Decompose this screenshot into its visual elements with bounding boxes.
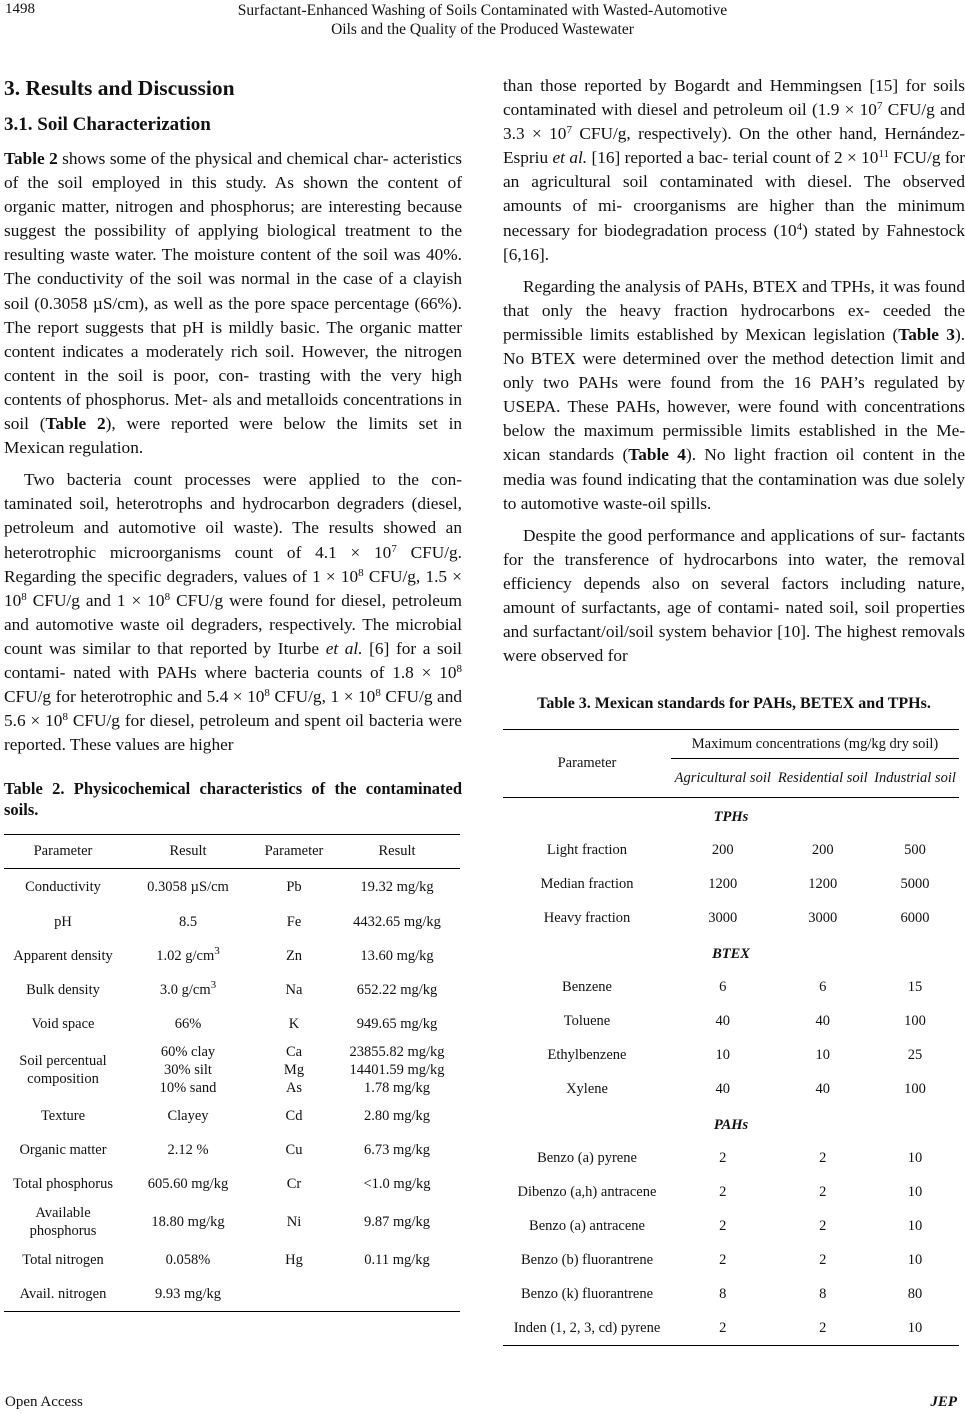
table-cell: 3000: [808, 909, 838, 926]
table-section-title: TPHs: [713, 809, 749, 826]
table-cell: Total phosphorus: [12, 1175, 114, 1192]
table-3-subheader: Agricultural soil: [671, 759, 775, 798]
table-cell: Ca Mg As: [283, 1044, 305, 1097]
table-cell: 10: [715, 1046, 730, 1063]
table-section-row: [503, 1106, 959, 1141]
table-cell: 5000: [900, 875, 930, 892]
table-cell: 2: [819, 1319, 827, 1336]
table-cell: Median fraction: [540, 875, 634, 892]
right-column: [503, 74, 965, 1346]
paragraph-bacteria-count: Two bacteria count processes were applied to the con- taminated soil, heterotrophs and hydrocarbon degraders (diesel, petroleum and automotive oil waste). The results showed an heterotrophic microorganisms count of $4.1 \times 10^7$ CFU/g. Regarding the specific degraders, values of $1 \times 10^8$ CFU/g, $1.5 \times 10^8$ CFU/g and $1 \times 10^8$ CFU/g were found for diesel, petroleum and automotive waste oil degraders, respectively. The microbial count was similar to that reported by Iturbe et al. [6] for a soil contami- nated with PAHs where bacteria counts of $1.8 \times 10^8$ CFU/g for heterotrophic and $5.4 \times 10^8$ CFU/g, $1 \times 10^8$ CFU/g and $5.6 \times 10^8$ CFU/g for diesel, petroleum and spent oil bacteria were reported. These values are higher: [4, 470, 463, 755]
table-cell: 10: [815, 1046, 831, 1063]
table-cell: 15: [907, 978, 923, 995]
table-cell: Na: [285, 981, 303, 998]
table-row: [503, 867, 959, 901]
table-row: [4, 1133, 460, 1167]
table-cell: 13.60 mg/kg: [360, 947, 434, 964]
table-cell: 2: [819, 1251, 827, 1268]
table-cell: 9.87 mg/kg: [363, 1214, 431, 1231]
ref-table-2: Table 2: [45, 414, 106, 434]
table-cell: Soil percentual composition: [19, 1053, 107, 1088]
table-row: [503, 1277, 959, 1311]
table-3-header-row: [503, 730, 959, 759]
table-cell: 0.3058 µS/cm: [147, 878, 229, 895]
table-cell: 2.12 %: [167, 1141, 209, 1158]
table-cell: 40: [715, 1012, 730, 1029]
table-cell: 23855.82 mg/kg 14401.59 mg/kg 1.78 mg/kg: [349, 1044, 445, 1097]
table-cell: Bulk density: [26, 981, 100, 998]
table-section-title: PAHs: [713, 1117, 749, 1134]
table-cell: 10: [907, 1251, 923, 1268]
et-al: et al.: [552, 148, 588, 168]
table-row: [503, 1243, 959, 1277]
table-cell: Cd: [285, 1107, 303, 1124]
table-cell: 100: [904, 1080, 926, 1097]
table-row: [503, 1311, 959, 1346]
table-cell: 2: [819, 1183, 827, 1200]
table-2: [4, 834, 460, 1312]
table-2-header-row: [4, 835, 460, 869]
table-cell: Benzene: [562, 978, 612, 995]
table-cell: 40: [815, 1080, 831, 1097]
table-cell: 1200: [708, 875, 738, 892]
table-cell: Benzo (k) fluorantrene: [520, 1285, 654, 1302]
table-cell: Organic matter: [19, 1141, 107, 1158]
table-2-caption: Table 2. Physicochemical characteristics of the contaminated soils.: [4, 779, 462, 820]
table-cell: Cu: [285, 1141, 303, 1158]
table-row: [4, 1277, 460, 1312]
table-row: [503, 1072, 959, 1106]
paragraph-soil-characteristics: Table 2 shows some of the physical and chemical char- acteristics of the soil employed in this study. As shown the content of organic matter, nitrogen and phosphorus; are interesting because suggest the possibility of applying biological treatment to the resulting waste water. The moisture content of the soil was 40%. The conductivity of the soil was normal in the case of a clayish soil (0.3058 µS/cm), as well as the pore space percentage (66%). The report suggests that pH is mildly basic. The organic matter content indicates a moderately rich soil. However, the nitrogen content in the soil is poor, con- trasting with the very high contents of phosphorus. Met- als and metalloids concentrations in soil (Table 2), were reported were below the limits set in Mexican regulation.: [4, 149, 463, 458]
table-cell: 1.02 $g/cm^3$: [156, 944, 220, 964]
table-cell: 8: [719, 1285, 727, 1302]
table-cell: 2: [719, 1251, 727, 1268]
table-row: [4, 1041, 460, 1099]
table-cell: 80: [907, 1285, 923, 1302]
table-cell: Toluene: [563, 1012, 611, 1029]
running-header-line-1: Surfactant-Enhanced Washing of Soils Contaminated with Wasted-Automotive: [237, 2, 728, 19]
table-cell: Total nitrogen: [22, 1251, 104, 1268]
table-cell: 10: [907, 1217, 923, 1234]
table-cell: <1.0 mg/kg: [363, 1175, 431, 1192]
paragraph-pahs-analysis: Regarding the analysis of PAHs, BTEX and TPHs, it was found that only the heavy fraction hydrocarbons ex- ceeded the permissible limits established by Mexican legislation (Table 3). No BTEX were determined over the method detection limit and only two PAHs were found from the 16 PAH’s regulated by USEPA. These PAHs, however, were found with concentrations below the maximum permissible limits established in the Me- xican standards (Table 4). No light fraction oil content in the media was found indicating that the contamination was due solely to automotive waste-oil spills.: [503, 276, 965, 513]
table-2-header: Result: [334, 835, 460, 869]
table-cell: 6: [819, 978, 827, 995]
table-row: [4, 905, 460, 939]
paragraph-bacteria-continued: than those reported by Bogardt and Hemmingsen [15] for soils contaminated with diesel and petroleum oil ($1.9 \times 10^7$ CFU/g and $3.3 \times 10^7$ CFU/g, respectively). On the other hand, Hernández-Espriu et al. [16] reported a bac- terial count of $2 \times 10^{11}$ FCU/g for an agricultural soil contaminated with diesel. The observed amounts of mi- croorganisms are higher than the minimum necessary for biodegradation process $(10^4)$ stated by Fahnestock [6,16].: [503, 76, 965, 264]
table-cell: 652.22 mg/kg: [356, 981, 438, 998]
table-cell: 2: [819, 1217, 827, 1234]
table-row: [503, 1038, 959, 1072]
table-cell: 40: [815, 1012, 831, 1029]
table-3-param-header: Parameter: [503, 730, 671, 798]
table-3: [503, 729, 959, 1346]
table-cell: Dibenzo (a,h) antracene: [517, 1183, 657, 1200]
table-cell: Texture: [40, 1107, 86, 1124]
table-cell: 200: [711, 841, 734, 858]
table-cell: 18.80 mg/kg: [151, 1214, 225, 1231]
table-cell: Cr: [286, 1175, 302, 1192]
running-header: [150, 1, 815, 39]
table-cell: 4432.65 mg/kg: [353, 913, 441, 930]
table-cell: Zn: [285, 947, 303, 964]
table-cell: Conductivity: [25, 878, 101, 895]
subsection-title: 3.1. Soil Characterization: [4, 114, 211, 135]
table-3-group-header: Maximum concentrations (mg/kg dry soil): [671, 730, 959, 759]
table-cell: Hg: [285, 1251, 303, 1268]
table-3-subheader: Residential soil: [775, 759, 872, 798]
table-cell: 19.32 mg/kg: [360, 878, 434, 895]
table-cell: Available phosphorus: [29, 1205, 97, 1240]
table-cell: Benzo (b) fluorantrene: [520, 1251, 654, 1268]
table-cell: 6: [719, 978, 727, 995]
paragraph-surfactants: Despite the good performance and applications of sur- factants for the transference of hydrocarbons into water, the removal efficiency depends also on several factors including nature, amount of surfactants, age of contami- nated soil, soil properties and surfactant/oil/soil system behavior [10]. The highest removals were observed for: [503, 525, 965, 666]
table-cell: 0.11 mg/kg: [364, 1251, 430, 1268]
table-cell: Clayey: [167, 1107, 209, 1124]
table-cell: Xylene: [566, 1080, 608, 1097]
table-cell: 6000: [900, 909, 930, 926]
table-cell: 9.93 mg/kg: [154, 1285, 222, 1302]
ref-table-2: Table 2: [4, 149, 58, 168]
table-cell: pH: [54, 913, 72, 930]
ref-table-4: Table 4: [628, 445, 686, 465]
table-cell: Apparent density: [13, 947, 113, 964]
table-cell: Light fraction: [546, 841, 628, 858]
table-cell: 949.65 mg/kg: [356, 1015, 438, 1032]
running-header-line-2: Oils and the Quality of the Produced Wastewater: [331, 21, 634, 38]
table-cell: 0.058%: [165, 1251, 211, 1268]
table-row: [4, 1099, 460, 1133]
footer-open-access: Open Access: [5, 1394, 83, 1410]
table-cell: Inden (1, 2, 3, cd) pyrene: [513, 1319, 661, 1336]
table-cell: Benzo (a) pyrene: [537, 1149, 637, 1166]
table-cell: 200: [811, 841, 834, 858]
table-row: [503, 833, 959, 867]
table-cell: [334, 1277, 460, 1312]
table-cell: [254, 1277, 334, 1312]
table-cell: 40: [715, 1080, 730, 1097]
table-cell: 8.5: [178, 913, 198, 930]
table-row: [4, 939, 460, 973]
table-row: [4, 1167, 460, 1201]
table-cell: 3000: [708, 909, 738, 926]
table-cell: 66%: [174, 1015, 202, 1032]
footer-journal: JEP: [930, 1394, 957, 1410]
table-cell: 2: [719, 1319, 727, 1336]
table-row: [4, 869, 460, 906]
table-cell: Void space: [31, 1015, 95, 1032]
table-cell: 60% clay 30% silt 10% sand: [159, 1044, 217, 1097]
page-number: 1498: [5, 1, 35, 17]
table-section-row: [503, 935, 959, 970]
table-row: [503, 901, 959, 935]
table-cell: 25: [907, 1046, 923, 1063]
table-cell: 605.60 mg/kg: [147, 1175, 229, 1192]
table-cell: 1200: [808, 875, 838, 892]
table-cell: 6.73 mg/kg: [363, 1141, 431, 1158]
table-row: [4, 1007, 460, 1041]
table-section-row: [503, 798, 959, 834]
table-3-subheader: Industrial soil: [871, 759, 959, 798]
table-2-header: Result: [122, 835, 254, 869]
et-al: et al.: [325, 638, 363, 658]
ref-table-3: Table 3: [898, 324, 955, 344]
section-title: 3. Results and Discussion: [4, 76, 235, 100]
table-row: [503, 1004, 959, 1038]
table-cell: 500: [904, 841, 926, 858]
table-cell: 10: [907, 1149, 923, 1166]
table-cell: 2: [719, 1183, 727, 1200]
table-cell: 3.0 $g/cm^3$: [159, 978, 217, 998]
table-cell: 2: [719, 1217, 727, 1234]
table-row: [503, 1175, 959, 1209]
table-cell: 2.80 mg/kg: [363, 1107, 431, 1124]
table-3-caption: Table 3. Mexican standards for PAHs, BETEX and TPHs.: [537, 695, 931, 713]
table-row: [503, 1141, 959, 1175]
table-cell: 8: [819, 1285, 827, 1302]
table-cell: Pb: [286, 878, 302, 895]
table-2-header: Parameter: [4, 835, 122, 869]
table-2-header: Parameter: [254, 835, 334, 869]
table-cell: Avail. nitrogen: [19, 1285, 107, 1302]
table-cell: 2: [719, 1149, 727, 1166]
table-cell: Heavy fraction: [543, 909, 631, 926]
table-cell: 10: [907, 1183, 923, 1200]
table-row: [4, 1201, 460, 1243]
table-row: [4, 1243, 460, 1277]
table-section-title: BTEX: [712, 946, 750, 963]
left-column: [4, 74, 462, 1312]
table-cell: 100: [904, 1012, 926, 1029]
table-cell: Ethylbenzene: [547, 1046, 627, 1063]
table-cell: 10: [907, 1319, 923, 1336]
table-cell: Ni: [286, 1214, 302, 1231]
table-row: [4, 973, 460, 1007]
table-cell: 2: [819, 1149, 827, 1166]
table-row: [503, 970, 959, 1004]
table-cell: Benzo (a) antracene: [529, 1217, 645, 1234]
table-row: [503, 1209, 959, 1243]
table-cell: Fe: [286, 913, 302, 930]
table-cell: K: [288, 1015, 300, 1032]
